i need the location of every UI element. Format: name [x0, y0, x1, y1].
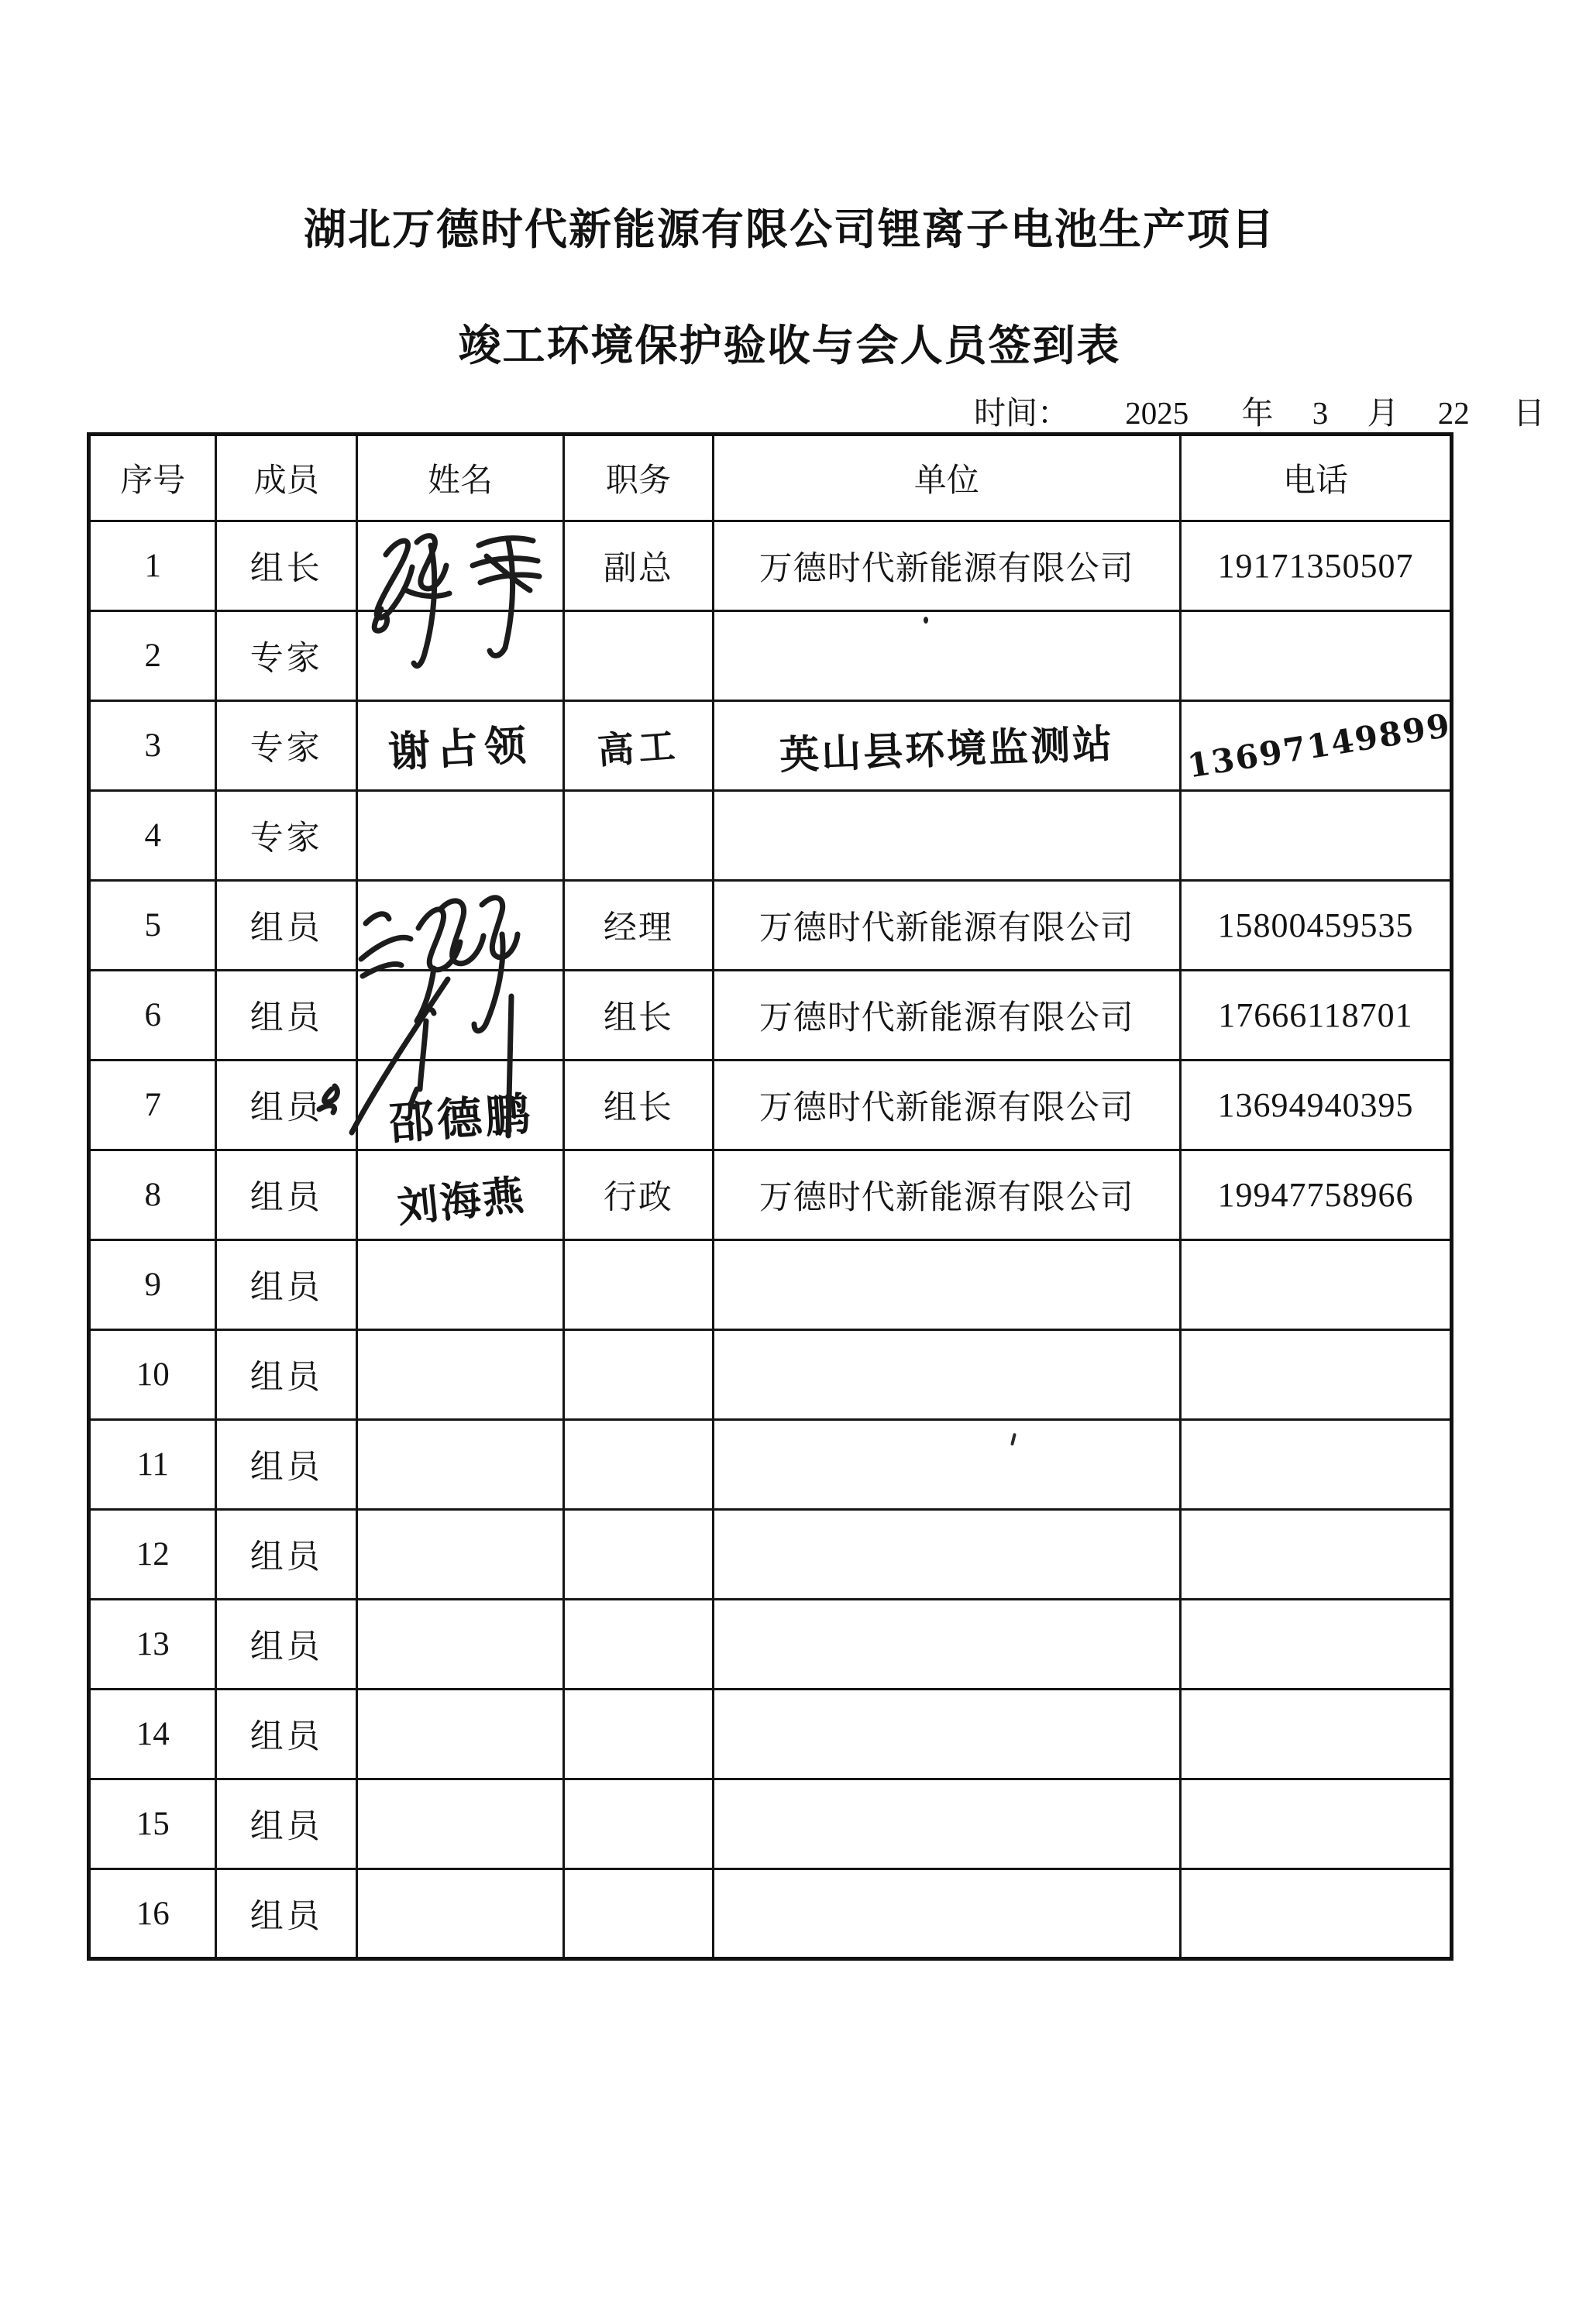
col-header-role: 成员: [216, 435, 357, 521]
cell-role: [216, 881, 357, 971]
member-name: 刘海燕: [394, 1171, 528, 1232]
table-row: [89, 1510, 1452, 1600]
cell-no: [89, 1779, 216, 1869]
cell-phone: [1180, 1330, 1451, 1420]
document-title-line1: 湖北万德时代新能源有限公司锂离子电池生产项目: [303, 205, 1275, 253]
row-number: 9: [144, 1267, 161, 1303]
table-row: [89, 1779, 1452, 1869]
cell-unit: [713, 1510, 1180, 1600]
member-role: 组员: [249, 1629, 323, 1666]
sign-in-table: [87, 432, 1453, 1961]
member-role: 组员: [249, 1809, 323, 1845]
cell-phone: [1180, 1869, 1451, 1959]
cell-name: [356, 971, 563, 1061]
cell-no: [89, 1869, 216, 1959]
cell-phone: [1180, 1779, 1451, 1869]
member-role: 组员: [249, 1898, 323, 1935]
cell-position: [564, 1330, 713, 1420]
cell-position: [564, 1150, 713, 1240]
row-number: 10: [136, 1356, 170, 1393]
member-phone: 13694940395: [1217, 1086, 1414, 1124]
cell-role: [216, 971, 357, 1061]
col-header-position: 职务: [564, 435, 713, 521]
cell-no: [89, 701, 216, 791]
member-role: 组员: [249, 910, 323, 947]
member-role: 专家: [249, 820, 323, 857]
cell-role: [216, 611, 357, 701]
col-header-phone: 电话: [1180, 435, 1451, 521]
cell-name: [356, 1150, 563, 1240]
cell-unit: [713, 521, 1180, 611]
table-header-row: [89, 435, 1452, 521]
cell-no: [89, 1510, 216, 1600]
member-position: 经理: [603, 910, 673, 947]
row-number: 1: [144, 548, 161, 584]
cell-unit: [713, 701, 1180, 791]
col-header-no: 序号: [89, 435, 216, 521]
cell-phone: [1180, 791, 1451, 881]
cell-position: [564, 1779, 713, 1869]
cell-position: [564, 1600, 713, 1690]
cell-phone: [1180, 881, 1451, 971]
member-phone: 19947758966: [1217, 1176, 1414, 1214]
cell-no: [89, 1690, 216, 1779]
cell-unit: [713, 881, 1180, 971]
member-phone: 15800459535: [1217, 906, 1414, 944]
member-role: 组员: [249, 1270, 323, 1306]
member-name: 谢占领: [387, 720, 534, 777]
date-day-unit: 日: [1513, 395, 1545, 431]
cell-position: [564, 791, 713, 881]
member-role: 组员: [249, 1180, 323, 1216]
cell-no: [89, 1061, 216, 1150]
cell-role: [216, 1330, 357, 1420]
cell-name: [356, 1420, 563, 1510]
cell-role: [216, 1510, 357, 1600]
cell-no: [89, 611, 216, 701]
date-label: 时间：: [974, 395, 1069, 431]
member-role: 组员: [249, 1719, 323, 1755]
cell-position: [564, 611, 713, 701]
cell-name: [356, 1869, 563, 1959]
cell-unit: [713, 1869, 1180, 1959]
cell-name: [356, 1240, 563, 1330]
row-number: 6: [144, 997, 161, 1033]
cell-position: [564, 971, 713, 1061]
cell-unit: [713, 791, 1180, 881]
member-role: 组员: [249, 1539, 323, 1576]
cell-role: [216, 791, 357, 881]
cell-phone: [1180, 1150, 1451, 1240]
cell-role: [216, 701, 357, 791]
cell-name: [356, 1061, 563, 1150]
cell-position: [564, 1869, 713, 1959]
date-month-unit: 月: [1367, 395, 1399, 431]
cell-no: [89, 1150, 216, 1240]
cell-name: [356, 1779, 563, 1869]
date-line: [974, 387, 1545, 433]
cell-no: [89, 881, 216, 971]
row-number: 2: [144, 638, 161, 674]
cell-role: [216, 1240, 357, 1330]
table-row: [89, 791, 1452, 881]
row-number: 13: [136, 1626, 170, 1662]
cell-phone: [1180, 1061, 1451, 1150]
member-phone: 13697149899: [1185, 705, 1454, 786]
cell-role: [216, 1061, 357, 1150]
cell-phone: [1180, 1510, 1451, 1600]
cell-no: [89, 1330, 216, 1420]
cell-unit: [713, 1061, 1180, 1150]
row-number: 14: [136, 1716, 170, 1752]
cell-no: [89, 1420, 216, 1510]
member-role: 组长: [249, 551, 323, 587]
cell-no: [89, 1600, 216, 1690]
col-header-unit: 单位: [713, 435, 1180, 521]
cell-name: [356, 1330, 563, 1420]
date-month-value: 3: [1312, 395, 1329, 431]
cell-name: [356, 1600, 563, 1690]
member-position: 组长: [603, 1000, 673, 1037]
member-unit: 万德时代新能源有限公司: [759, 910, 1134, 947]
cell-role: [216, 1420, 357, 1510]
member-role: 专家: [249, 731, 323, 767]
cell-name: [356, 1510, 563, 1600]
row-number: 7: [144, 1087, 161, 1123]
cell-no: [89, 1240, 216, 1330]
member-role: 组员: [249, 1360, 323, 1396]
cell-role: [216, 1600, 357, 1690]
cell-name: [356, 701, 563, 791]
table-row: [89, 611, 1452, 701]
cell-role: [216, 521, 357, 611]
cell-unit: [713, 1420, 1180, 1510]
row-number: 8: [144, 1177, 161, 1213]
cell-unit: [713, 1779, 1180, 1869]
cell-phone: [1180, 971, 1451, 1061]
cell-unit: [713, 1240, 1180, 1330]
member-position: 副总: [603, 551, 673, 587]
member-unit: 万德时代新能源有限公司: [759, 1090, 1134, 1126]
table-row: [89, 701, 1452, 791]
member-unit: 万德时代新能源有限公司: [759, 551, 1134, 587]
table-row: [89, 1240, 1452, 1330]
cell-role: [216, 1779, 357, 1869]
member-role: 组员: [249, 1090, 323, 1126]
cell-no: [89, 791, 216, 881]
cell-position: [564, 1240, 713, 1330]
member-position: 高工: [596, 724, 681, 773]
cell-unit: [713, 611, 1180, 701]
col-header-name: 姓名: [356, 435, 563, 521]
cell-no: [89, 971, 216, 1061]
table-row: [89, 1150, 1452, 1240]
row-number: 4: [144, 817, 161, 854]
member-unit: 万德时代新能源有限公司: [759, 1000, 1134, 1037]
cell-position: [564, 1061, 713, 1150]
cell-phone: [1180, 1240, 1451, 1330]
row-number: 15: [136, 1806, 170, 1842]
table-row: [89, 1600, 1452, 1690]
cell-name: [356, 611, 563, 701]
member-name: 邵德鹏: [387, 1087, 535, 1150]
date-year-value: 2025: [1125, 395, 1189, 431]
table-row: [89, 1061, 1452, 1150]
cell-position: [564, 1510, 713, 1600]
date-day-value: 22: [1437, 395, 1470, 431]
cell-phone: [1180, 611, 1451, 701]
table-body: [89, 521, 1452, 1959]
cell-name: [356, 1690, 563, 1779]
table-row: [89, 1330, 1452, 1420]
date-year-unit: 年: [1241, 395, 1274, 431]
cell-role: [216, 1150, 357, 1240]
row-number: 11: [136, 1446, 169, 1483]
table-row: [89, 881, 1452, 971]
member-role: 组员: [249, 1449, 323, 1486]
row-number: 3: [144, 727, 161, 764]
table-row: [89, 971, 1452, 1061]
cell-phone: [1180, 1600, 1451, 1690]
cell-position: [564, 701, 713, 791]
cell-no: [89, 521, 216, 611]
cell-position: [564, 881, 713, 971]
table-row: [89, 1420, 1452, 1510]
member-role: 组员: [249, 1000, 323, 1037]
row-number: 16: [136, 1895, 170, 1932]
cell-position: [564, 521, 713, 611]
row-number: 5: [144, 907, 161, 944]
cell-phone: [1180, 521, 1451, 611]
cell-position: [564, 1420, 713, 1510]
member-position: 组长: [603, 1090, 673, 1126]
cell-unit: [713, 1690, 1180, 1779]
cell-unit: [713, 971, 1180, 1061]
member-phone: 17666118701: [1218, 996, 1413, 1034]
member-unit: 英山县环境监测站: [778, 720, 1115, 779]
cell-name: [356, 791, 563, 881]
cell-unit: [713, 1600, 1180, 1690]
cell-name: [356, 881, 563, 971]
table-row: [89, 1869, 1452, 1959]
row-number: 12: [136, 1536, 170, 1573]
cell-role: [216, 1690, 357, 1779]
member-unit: 万德时代新能源有限公司: [759, 1180, 1134, 1216]
member-phone: 19171350507: [1217, 547, 1414, 585]
member-position: 行政: [603, 1180, 673, 1216]
cell-position: [564, 1690, 713, 1779]
cell-unit: [713, 1330, 1180, 1420]
member-role: 专家: [249, 641, 323, 677]
cell-role: [216, 1869, 357, 1959]
cell-phone: [1180, 1690, 1451, 1779]
cell-phone: [1180, 701, 1454, 791]
cell-unit: [713, 1150, 1180, 1240]
cell-name: [356, 521, 563, 611]
cell-phone: [1180, 1420, 1451, 1510]
table-row: [89, 1690, 1452, 1779]
table-row: [89, 521, 1452, 611]
document-title-line2: 竣工环境保护验收与会人员签到表: [458, 321, 1121, 370]
